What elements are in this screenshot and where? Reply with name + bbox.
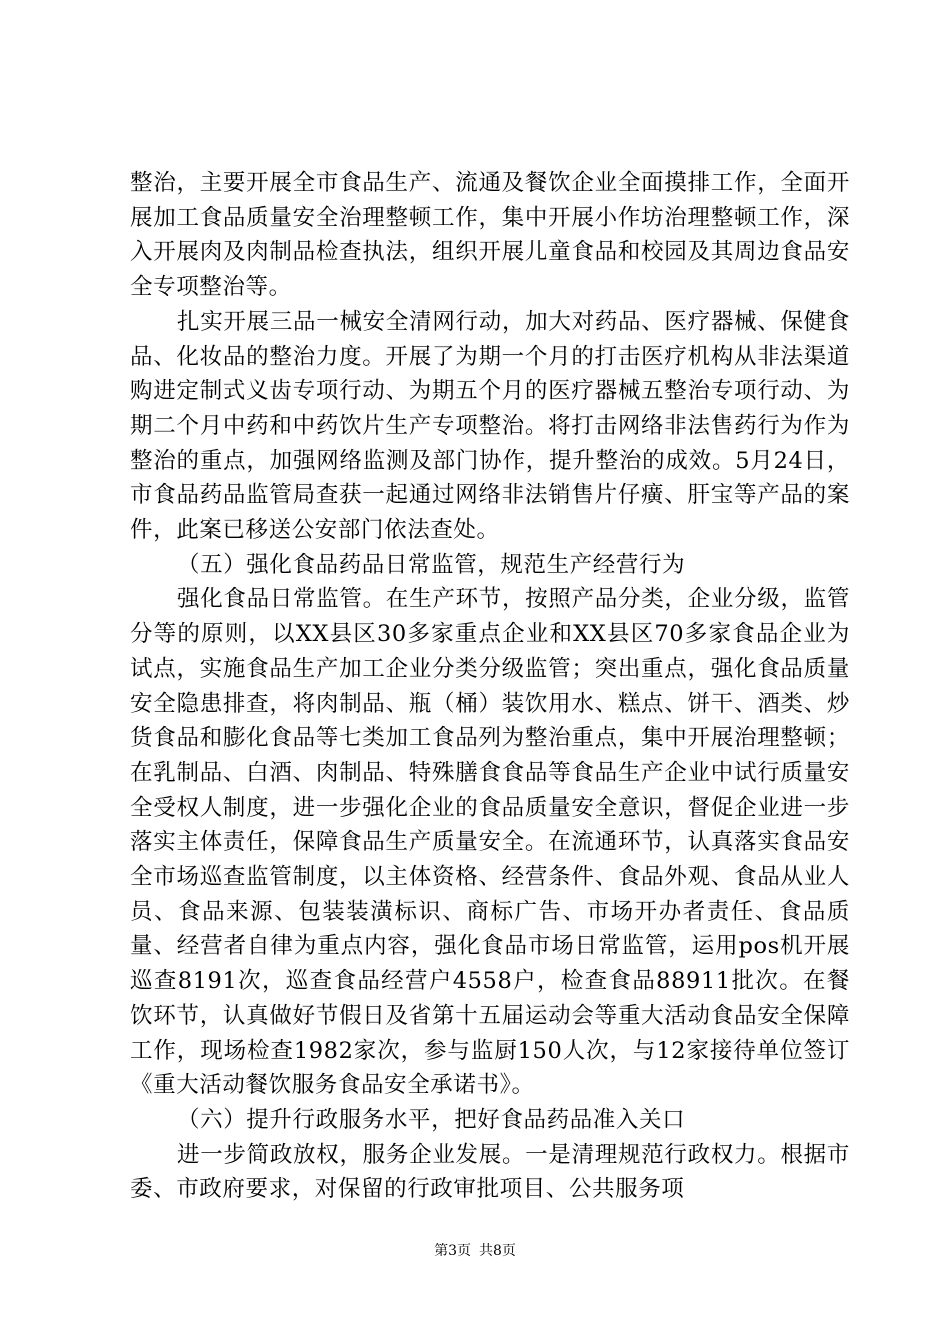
document-body (130, 166, 850, 1207)
paragraph-cleanup-campaign: 扎实开展三品一械安全清网行动，加大对药品、医疗器械、保健食品、化妆品的整治力度。开展了为期一个月的打击医疗机构从非法渠道购进定制式义齿专项行动、为期五个月的医疗器械五整治专项行动、为期二个月中药和中药饮片生产专项整治。将打击网络非法售药行为作为整治的重点，加强网络监测及部门协作，提升整治的成效。5月24日，市食品药品监管局查获一起通过网络非法销售片仔癀、肝宝等产品的案件，此案已移送公安部门依法查处。 (130, 308, 850, 544)
paragraph-continuation: 整治，主要开展全市食品生产、流通及餐饮企业全面摸排工作，全面开展加工食品质量安全治理整顿工作，集中开展小作坊治理整顿工作，深入开展肉及肉制品检查执法，组织开展儿童食品和校园及其周边食品安全专项整治等。 (130, 170, 850, 301)
page-number: 第3页 (434, 1243, 471, 1259)
section-heading-5: （五）强化食品药品日常监管，规范生产经营行为 (177, 551, 686, 578)
section-heading-6: （六）提升行政服务水平，把好食品药品准入关口 (177, 1106, 686, 1133)
page-total: 共8页 (479, 1243, 516, 1259)
paragraph-administrative-service: 进一步简政放权，服务企业发展。一是清理规范行政权力。根据市委、市政府要求，对保留的行政审批项目、公共服务项 (130, 1141, 850, 1203)
paragraph-daily-supervision: 强化食品日常监管。在生产环节，按照产品分类，企业分级，监管分等的原则，以XX县区30多家重点企业和XX县区70多家食品企业为试点，实施食品生产加工企业分类分级监管；突出重点，强化食品质量安全隐患排查，将肉制品、瓶（桶）装饮用水、糕点、饼干、酒类、炒货食品和膨化食品等七类加工食品列为整治重点，集中开展治理整顿；在乳制品、白酒、肉制品、特殊膳食食品等食品生产企业中试行质量安全受权人制度，进一步强化企业的食品质量安全意识，督促企业进一步落实主体责任，保障食品生产质量安全。在流通环节，认真落实食品安全市场巡查监管制度，以主体资格、经营条件、食品外观、食品从业人员、食品来源、包装装潢标识、商标广告、市场开办者责任、食品质量、经营者自律为重点内容，强化食品市场日常监管，运用pos机开展巡查8191次，巡查食品经营户4558户，检查食品88911批次。在餐饮环节，认真做好节假日及省第十五届运动会等重大活动食品安全保障工作，现场检查1982家次，参与监厨150人次，与12家接待单位签订《重大活动餐饮服务食品安全承诺书》。 (130, 586, 850, 1099)
page-footer (0, 1242, 950, 1260)
